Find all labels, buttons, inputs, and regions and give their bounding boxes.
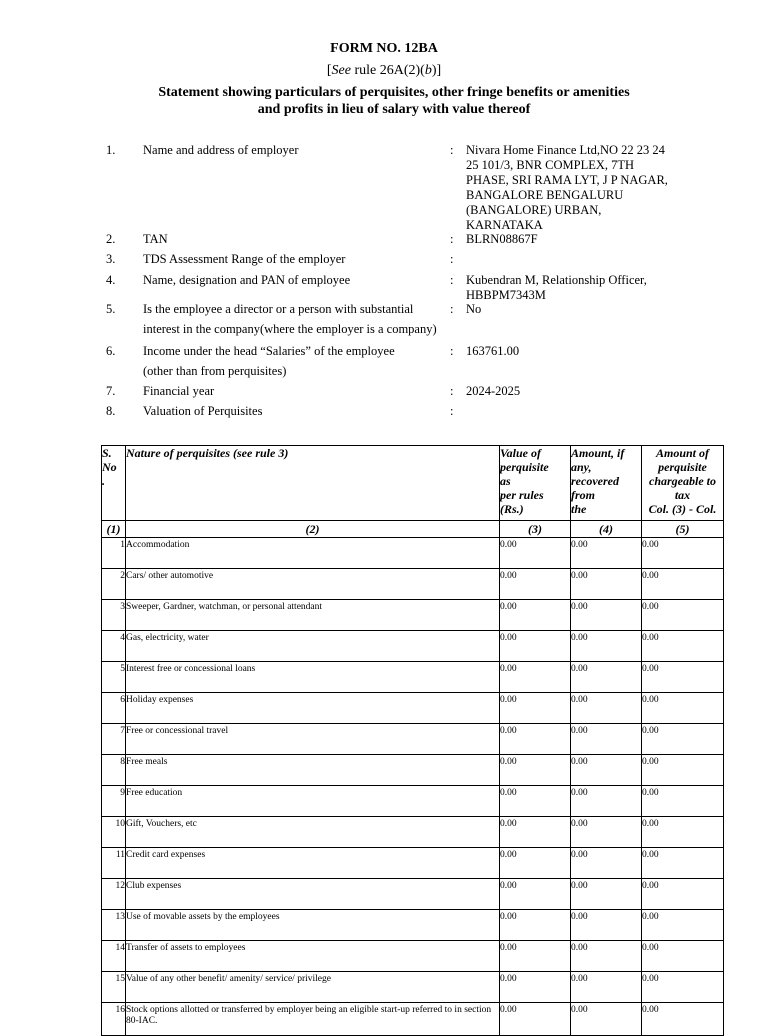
tan-value: BLRN08867F: [466, 232, 538, 246]
table-row: [102, 569, 724, 600]
field-colon: :: [450, 404, 454, 418]
column-number: (3): [500, 521, 571, 538]
row-nature: Gas, electricity, water: [126, 631, 500, 662]
address-line: 25 101/3, BNR COMPLEX, 7TH: [466, 158, 635, 172]
field-label: TDS Assessment Range of the employer: [143, 252, 346, 266]
row-recovered: 0.00: [571, 1003, 642, 1036]
row-sno: 7: [102, 724, 126, 755]
subtitle-see: See: [331, 63, 351, 78]
header-line: any,: [571, 460, 592, 474]
address-line: (BANGALORE) URBAN,: [466, 203, 602, 217]
row-value: 0.00: [500, 569, 571, 600]
employer-address: [466, 143, 696, 233]
field-label-line: (other than from perquisites): [143, 364, 287, 378]
table-row: [102, 693, 724, 724]
table-row: [102, 786, 724, 817]
header-line: as: [500, 474, 511, 488]
row-recovered: 0.00: [571, 662, 642, 693]
row-sno: 16: [102, 1003, 126, 1036]
form-title: FORM NO. 12BA: [330, 41, 438, 56]
table-row: [102, 910, 724, 941]
header-line: Col. (3) - Col.: [648, 502, 717, 516]
header-line: perquisite: [658, 460, 707, 474]
table-header-row: [102, 446, 724, 521]
address-line: BANGALORE BENGALURU: [466, 188, 624, 202]
field-label: [143, 302, 453, 337]
header-line: Value of: [500, 446, 542, 460]
row-sno: 5: [102, 662, 126, 693]
column-number: (2): [126, 521, 500, 538]
row-sno: 11: [102, 848, 126, 879]
address-line: Nivara Home Finance Ltd,NO 22 23 24: [466, 143, 665, 157]
row-sno: 14: [102, 941, 126, 972]
row-value: 0.00: [500, 1003, 571, 1036]
row-nature: Cars/ other automotive: [126, 569, 500, 600]
row-chargeable: 0.00: [642, 941, 724, 972]
field-label: Name, designation and PAN of employee: [143, 273, 351, 287]
row-recovered: 0.00: [571, 755, 642, 786]
field-label-line: interest in the company(where the employer is a company): [143, 322, 437, 336]
header-line: S.: [102, 446, 112, 460]
perquisites-table: [101, 445, 724, 1036]
field-label: Valuation of Perquisites: [143, 404, 263, 418]
field-colon: :: [450, 143, 454, 157]
row-value: 0.00: [500, 817, 571, 848]
row-chargeable: 0.00: [642, 600, 724, 631]
row-recovered: 0.00: [571, 569, 642, 600]
row-nature: Value of any other benefit/ amenity/ service/ privilege: [126, 972, 500, 1003]
row-chargeable: 0.00: [642, 538, 724, 569]
subtitle-prefix: [: [326, 63, 332, 78]
statement-line-1: Statement showing particulars of perquisites, other fringe benefits or amenities: [158, 85, 630, 100]
table-row: [102, 941, 724, 972]
header-nature: Nature of perquisites (see rule 3): [126, 446, 500, 521]
row-recovered: 0.00: [571, 786, 642, 817]
row-value: 0.00: [500, 848, 571, 879]
row-recovered: 0.00: [571, 817, 642, 848]
row-nature: Transfer of assets to employees: [126, 941, 500, 972]
table-row: [102, 662, 724, 693]
row-recovered: 0.00: [571, 600, 642, 631]
header-line: tax: [674, 488, 691, 502]
row-recovered: 0.00: [571, 910, 642, 941]
column-number: (1): [102, 521, 126, 538]
row-chargeable: 0.00: [642, 755, 724, 786]
row-value: 0.00: [500, 879, 571, 910]
row-nature: Sweeper, Gardner, watchman, or personal attendant: [126, 600, 500, 631]
field-label: TAN: [143, 232, 168, 246]
table-row: [102, 631, 724, 662]
row-chargeable: 0.00: [642, 1003, 724, 1036]
row-recovered: 0.00: [571, 631, 642, 662]
address-line: KARNATAKA: [466, 218, 543, 232]
row-nature: Free meals: [126, 755, 500, 786]
header-amount-recovered: [571, 446, 642, 521]
header-line: .: [102, 474, 105, 488]
row-sno: 12: [102, 879, 126, 910]
field-colon: :: [450, 302, 454, 316]
table-row: [102, 817, 724, 848]
field-number: 7.: [106, 384, 116, 398]
header-line: Amount of: [655, 446, 709, 460]
salary-value: 163761.00: [466, 344, 520, 358]
row-chargeable: 0.00: [642, 662, 724, 693]
row-chargeable: 0.00: [642, 631, 724, 662]
table-row: [102, 1003, 724, 1036]
table-row: [102, 724, 724, 755]
director-value: No: [466, 302, 482, 316]
row-value: 0.00: [500, 600, 571, 631]
row-nature: Accommodation: [126, 538, 500, 569]
field-number: 5.: [106, 302, 116, 316]
header-sno: [102, 446, 126, 521]
row-chargeable: 0.00: [642, 817, 724, 848]
row-nature: Interest free or concessional loans: [126, 662, 500, 693]
employee-line: HBBPM7343M: [466, 288, 546, 302]
row-value: 0.00: [500, 631, 571, 662]
header-line: from: [571, 488, 595, 502]
row-sno: 2: [102, 569, 126, 600]
row-value: 0.00: [500, 662, 571, 693]
row-recovered: 0.00: [571, 972, 642, 1003]
row-chargeable: 0.00: [642, 724, 724, 755]
table-row: [102, 600, 724, 631]
field-colon: :: [450, 252, 454, 266]
subtitle-suffix: )]: [431, 63, 442, 78]
table-row: [102, 879, 724, 910]
table-row: [102, 538, 724, 569]
row-nature: Free education: [126, 786, 500, 817]
row-sno: 4: [102, 631, 126, 662]
financial-year-value: 2024-2025: [466, 384, 521, 398]
row-nature: Free or concessional travel: [126, 724, 500, 755]
subtitle-mid: rule 26A(2)(: [350, 63, 425, 78]
row-recovered: 0.00: [571, 538, 642, 569]
row-value: 0.00: [500, 538, 571, 569]
employee-details: [466, 273, 696, 303]
header-line: (Rs.): [500, 502, 524, 516]
field-colon: :: [450, 273, 454, 287]
field-label-line: Is the employee a director or a person with substantial: [143, 302, 414, 316]
field-number: 8.: [106, 404, 116, 418]
field-colon: :: [450, 384, 454, 398]
row-value: 0.00: [500, 693, 571, 724]
row-sno: 1: [102, 538, 126, 569]
row-value: 0.00: [500, 941, 571, 972]
row-sno: 8: [102, 755, 126, 786]
form-subtitle: [0, 63, 768, 79]
row-nature: Gift, Vouchers, etc: [126, 817, 500, 848]
statement-line-2: and profits in lieu of salary with value thereof: [257, 102, 531, 117]
field-number: 6.: [106, 344, 116, 358]
row-nature: Stock options allotted or transferred by employer being an eligible start-up referred to in section 80-IAC.: [126, 1003, 500, 1036]
column-number: (4): [571, 521, 642, 538]
header-line: per rules: [500, 488, 544, 502]
row-chargeable: 0.00: [642, 910, 724, 941]
row-sno: 13: [102, 910, 126, 941]
employee-line: Kubendran M, Relationship Officer,: [466, 273, 647, 287]
header-line: recovered: [571, 474, 619, 488]
header-chargeable: [642, 446, 724, 521]
header-line: chargeable to: [649, 474, 716, 488]
field-number: 1.: [106, 143, 116, 157]
row-nature: Credit card expenses: [126, 848, 500, 879]
field-colon: :: [450, 344, 454, 358]
row-sno: 9: [102, 786, 126, 817]
table-row: [102, 972, 724, 1003]
row-chargeable: 0.00: [642, 693, 724, 724]
header-line: perquisite: [500, 460, 549, 474]
row-recovered: 0.00: [571, 941, 642, 972]
field-label: Name and address of employer: [143, 143, 299, 157]
row-nature: Club expenses: [126, 879, 500, 910]
header-line: Amount, if: [571, 446, 625, 460]
header-value: [500, 446, 571, 521]
row-value: 0.00: [500, 910, 571, 941]
field-number: 2.: [106, 232, 116, 246]
row-value: 0.00: [500, 724, 571, 755]
perquisites-body: [102, 538, 724, 1036]
field-number: 3.: [106, 252, 116, 266]
row-chargeable: 0.00: [642, 879, 724, 910]
field-colon: :: [450, 232, 454, 246]
row-sno: 6: [102, 693, 126, 724]
field-label: Financial year: [143, 384, 215, 398]
column-number: (5): [642, 521, 724, 538]
header-line: No: [102, 460, 117, 474]
header-line: the: [571, 502, 587, 516]
row-recovered: 0.00: [571, 879, 642, 910]
subtitle-b: b: [424, 63, 432, 78]
row-value: 0.00: [500, 755, 571, 786]
field-label-line: Income under the head “Salaries” of the employee: [143, 344, 395, 358]
row-value: 0.00: [500, 972, 571, 1003]
table-row: [102, 755, 724, 786]
row-sno: 15: [102, 972, 126, 1003]
row-chargeable: 0.00: [642, 569, 724, 600]
row-nature: Holiday expenses: [126, 693, 500, 724]
row-sno: 3: [102, 600, 126, 631]
row-nature: Use of movable assets by the employees: [126, 910, 500, 941]
row-chargeable: 0.00: [642, 848, 724, 879]
row-chargeable: 0.00: [642, 786, 724, 817]
row-recovered: 0.00: [571, 693, 642, 724]
field-number: 4.: [106, 273, 116, 287]
row-sno: 10: [102, 817, 126, 848]
row-chargeable: 0.00: [642, 972, 724, 1003]
row-value: 0.00: [500, 786, 571, 817]
address-line: PHASE, SRI RAMA LYT, J P NAGAR,: [466, 173, 668, 187]
row-recovered: 0.00: [571, 724, 642, 755]
row-recovered: 0.00: [571, 848, 642, 879]
table-row: [102, 848, 724, 879]
column-number-row: [102, 521, 724, 538]
field-label: [143, 344, 443, 379]
